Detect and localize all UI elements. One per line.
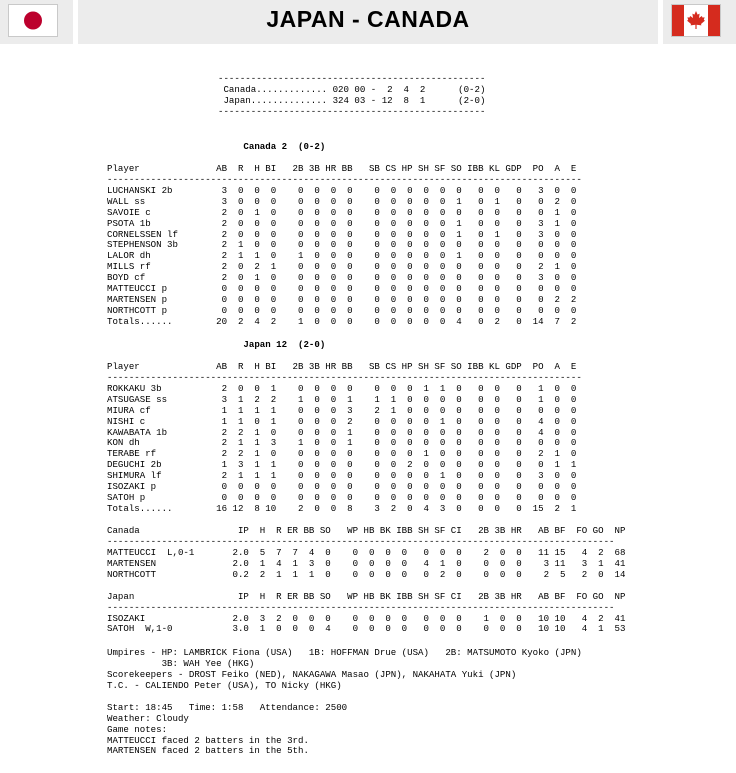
game-info [107, 648, 582, 757]
japan-batting-line: SATOH p 0 0 0 0 0 0 0 0 0 0 0 0 0 0 0 0 0 0 0 0 [107, 492, 577, 504]
canada-batting-line: Totals...... 20 2 4 2 1 0 0 0 0 0 0 0 0 4 0 2 0 14 7 2 [107, 316, 577, 327]
pitching-line: Canada IP H R ER BB SO WP HB BK IBB SH SF CI 2B 3B HR AB BF FO GO NP [107, 525, 626, 536]
canada-batting-line: PSOTA 1b 2 0 0 0 0 0 0 0 0 0 0 0 0 1 0 0 0 3 1 0 [107, 217, 577, 229]
canada-flag-box [663, 0, 736, 44]
canada-batting-line: --------------------------------------------------------------------------------------- [107, 173, 582, 185]
canada-batting-line: CORNELSSEN lf 2 0 0 0 0 0 0 0 0 0 0 0 0 1 0 1 0 3 0 0 [107, 228, 577, 240]
japan-flag-icon [8, 4, 58, 37]
japan-batting-table [107, 340, 582, 515]
pitching-tables [107, 526, 625, 635]
canada-batting-line: NORTHCOTT p 0 0 0 0 0 0 0 0 0 0 0 0 0 0 0 0 0 0 0 0 [107, 305, 577, 317]
pitching-line: ISOZAKI 2.0 3 2 0 0 0 0 0 0 0 0 0 0 1 0 0 10 10 4 2 41 [107, 612, 626, 624]
canada-batting-line: Player AB R H BI 2B 3B HR BB SB CS HP SH SF SO IBB KL GDP PO A E [107, 162, 577, 174]
pitching-line [107, 581, 625, 592]
japan-batting-line: --------------------------------------------------------------------------------------- [107, 371, 582, 383]
japan-batting-line: MIURA cf 1 1 1 1 0 0 0 3 2 1 0 0 0 0 0 0 0 0 0 0 [107, 404, 577, 416]
linescore-line: Japan.............. 324 03 - 12 8 1 (2-0) [218, 94, 486, 106]
game-title: JAPAN - CANADA [266, 6, 470, 32]
game-info-line: 3B: WAH Yee (HKG) [107, 657, 255, 669]
japan-batting-line: DEGUCHI 2b 1 3 1 1 0 0 0 0 0 0 2 0 0 0 0 0 0 0 1 1 [107, 459, 577, 471]
pitching-line: NORTHCOTT 0.2 2 1 1 1 0 0 0 0 0 0 2 0 0 0 0 2 5 2 0 14 [107, 568, 626, 580]
japan-batting-line: TERABE rf 2 2 1 0 0 0 0 0 0 0 0 1 0 0 0 0 0 2 1 0 [107, 448, 577, 460]
japan-batting-line: ROKKAKU 3b 2 0 0 1 0 0 0 0 0 0 0 1 1 0 0 0 0 1 0 0 [107, 382, 577, 394]
canada-batting-line: MATTEUCCI p 0 0 0 0 0 0 0 0 0 0 0 0 0 0 0 0 0 0 0 0 [107, 283, 577, 295]
japan-batting-line: Player AB R H BI 2B 3B HR BB SB CS HP SH SF SO IBB KL GDP PO A E [107, 360, 577, 372]
canada-batting-line: LUCHANSKI 2b 3 0 0 0 0 0 0 0 0 0 0 0 0 0 0 0 0 3 0 0 [107, 184, 577, 196]
canada-batting-line: MARTENSEN p 0 0 0 0 0 0 0 0 0 0 0 0 0 0 0 0 0 0 2 2 [107, 294, 577, 306]
canada-batting-line: STEPHENSON 3b 2 1 0 0 0 0 0 0 0 0 0 0 0 0 0 0 0 0 0 0 [107, 239, 577, 251]
game-info-line: Start: 18:45 Time: 1:58 Attendance: 2500 [107, 701, 348, 713]
japan-batting-line: NISHI c 1 1 0 1 0 0 0 2 0 0 0 0 1 0 0 0 0 4 0 0 [107, 415, 577, 427]
game-info-line: MATTEUCCI faced 2 batters in the 3rd. [107, 734, 309, 746]
game-header [0, 0, 736, 48]
canada-batting-table [107, 142, 582, 328]
game-info-line: MARTENSEN faced 2 batters in the 5th. [107, 745, 309, 757]
pitching-line: MATTEUCCI L,0-1 2.0 5 7 7 4 0 0 0 0 0 0 0 0 2 0 0 11 15 4 2 68 [107, 546, 626, 558]
linescore-line: ------------------------------------------------- [218, 73, 486, 84]
pitching-line: --------------------------------------------------------------------------------------------- [107, 535, 615, 547]
canada-flag-svg [672, 5, 720, 36]
game-info-line: T.C. - CALIENDO Peter (USA), TO Nicky (HKG) [107, 679, 342, 691]
game-info-line: Scorekeepers - DROST Feiko (NED), NAKAGAWA Masao (JPN), NAKAHATA Yuki (JPN) [107, 668, 517, 680]
canada-flag-icon [671, 4, 721, 37]
japan-batting-line: ATSUGASE ss 3 1 2 2 1 0 0 1 1 1 0 0 0 0 0 0 0 1 0 0 [107, 393, 577, 405]
game-info-line: Game notes: [107, 723, 168, 735]
pitching-line: Japan IP H R ER BB SO WP HB BK IBB SH SF CI 2B 3B HR AB BF FO GO NP [107, 590, 626, 602]
pitching-line: SATOH W,1-0 3.0 1 0 0 0 4 0 0 0 0 0 0 0 0 0 0 10 10 4 1 53 [107, 623, 626, 635]
canada-batting-line: MILLS rf 2 0 2 1 0 0 0 0 0 0 0 0 0 0 0 0 0 2 1 0 [107, 261, 577, 273]
japan-flag-box [0, 0, 73, 44]
title-bar [78, 0, 658, 44]
linescore [218, 74, 485, 118]
japan-flag-svg [9, 5, 57, 36]
japan-batting-line: ISOZAKI p 0 0 0 0 0 0 0 0 0 0 0 0 0 0 0 0 0 0 0 0 [107, 481, 577, 493]
game-info-line: Umpires - HP: LAMBRICK Fiona (USA) 1B: HOFFMAN Drue (USA) 2B: MATSUMOTO Kyoko (JPN) [107, 647, 582, 658]
canada-batting-line: LALOR dh 2 1 1 0 1 0 0 0 0 0 0 0 0 1 0 0 0 0 0 0 [107, 250, 577, 262]
japan-batting-line: SHIMURA lf 2 1 1 1 0 0 0 0 0 0 0 0 1 0 0 0 0 3 0 0 [107, 470, 577, 482]
japan-batting-line: KAWABATA 1b 2 2 1 0 0 0 0 1 0 0 0 0 0 0 0 0 0 4 0 0 [107, 426, 577, 438]
linescore-line: Canada............. 020 00 - 2 4 2 (0-2) [218, 83, 486, 95]
canada-batting-line: BOYD cf 2 0 1 0 0 0 0 0 0 0 0 0 0 0 0 0 0 3 0 0 [107, 272, 577, 284]
canada-batting-line: SAVOIE c 2 0 1 0 0 0 0 0 0 0 0 0 0 0 0 0 0 0 1 0 [107, 206, 577, 218]
canada-batting-line: WALL ss 3 0 0 0 0 0 0 0 0 0 0 0 0 1 0 1 0 0 2 0 [107, 195, 577, 207]
japan-batting-line: KON dh 2 1 1 3 1 0 0 1 0 0 0 0 0 0 0 0 0 0 0 0 [107, 437, 577, 449]
pitching-line: --------------------------------------------------------------------------------------------- [107, 601, 615, 613]
japan-batting-line: Japan 12 (2-0) [107, 339, 326, 350]
game-info-line: Weather: Cloudy [107, 712, 189, 724]
linescore-line: ------------------------------------------------- [218, 105, 486, 117]
japan-batting-line: Totals...... 16 12 8 10 2 0 0 8 3 2 0 4 3 0 0 0 0 15 2 1 [107, 503, 577, 515]
canada-batting-line: Canada 2 (0-2) [107, 141, 326, 152]
pitching-line: MARTENSEN 2.0 1 4 1 3 0 0 0 0 0 4 1 0 0 0 0 3 11 3 1 41 [107, 557, 626, 569]
